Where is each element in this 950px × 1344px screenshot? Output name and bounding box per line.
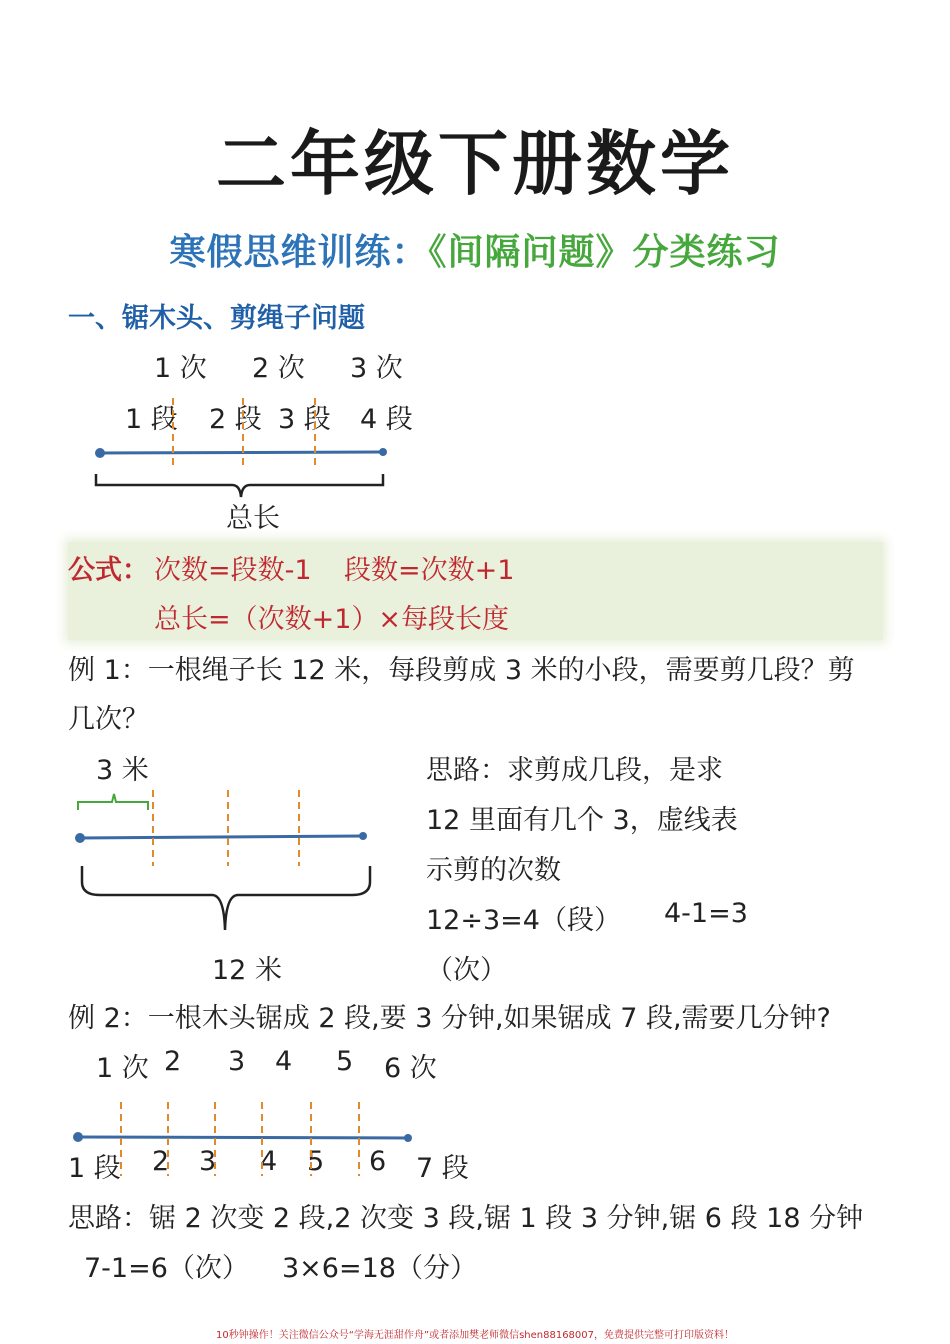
formula-line1b: 段数=次数+1 (344, 555, 515, 586)
footer-note: 10秒钟操作！关注微信公众号“学海无涯甜作舟”或者添加樊老师微信shen88168007，免费提供完整可打印版资料！ (215, 1330, 735, 1341)
example1-calc-3: （次） (426, 955, 507, 986)
example1-calc-2: 4-1=3 (664, 898, 748, 929)
ex2-cut-label-4: 4 (275, 1046, 293, 1077)
ex2-segment-label-6: 6 (369, 1146, 387, 1177)
subtitle-part1: 寒假思维训练： (169, 232, 429, 273)
diagram2-segment-brace (78, 794, 148, 810)
ex2-segment-label-2: 2 (152, 1146, 170, 1177)
diagram3 (73, 1102, 412, 1176)
section-heading: 一、锯木头、剪绳子问题 (68, 303, 365, 334)
page-title: 二年级下册数学 (216, 123, 734, 205)
cut-label-3: 3 次 (350, 353, 403, 384)
subtitle-part2: 《间隔问题》分类练习 (428, 232, 781, 273)
example1-question-line1: 例 1：一根绳子长 12 米，每段剪成 3 米的小段，需要剪几段？剪 (68, 655, 855, 686)
ex2-cut-label-5: 5 (336, 1046, 354, 1077)
segment-label-3: 3 段 (278, 404, 331, 435)
example1-calc-1: 12÷3=4（段） (426, 905, 621, 936)
example1-question-line2: 几次？ (68, 704, 149, 735)
ex2-segment-label-7: 7 段 (416, 1153, 469, 1184)
ex2-cut-label-2: 2 (164, 1046, 182, 1077)
formula-label: 公式： (68, 555, 149, 586)
diagram2-total-brace (82, 866, 370, 930)
ex2-segment-label-1: 1 段 (68, 1153, 121, 1184)
cut-label-1: 1 次 (154, 353, 207, 384)
example1-reasoning-2: 12 里面有几个 3，虚线表 (426, 805, 738, 836)
example2-question: 例 2：一根木头锯成 2 段,要 3 分钟,如果锯成 7 段,需要几分钟? (68, 1003, 831, 1034)
diagram3-start-point (73, 1132, 83, 1142)
example1-segment-label: 3 米 (96, 755, 149, 786)
example1-reasoning-3: 示剪的次数 (426, 855, 561, 886)
total-length-label: 总长 (226, 503, 280, 534)
example1-reasoning-1: 思路：求剪成几段，是求 (426, 755, 723, 786)
diagram2-line (80, 836, 363, 838)
diagram3-end-point (404, 1134, 412, 1142)
formula-line2: 总长=（次数+1）×每段长度 (154, 604, 510, 635)
ex2-segment-label-3: 3 (199, 1146, 217, 1177)
diagram1-end-point (379, 448, 387, 456)
diagram1-line (100, 452, 383, 453)
segment-label-2: 2 段 (209, 404, 262, 435)
diagram2-start-point (75, 833, 85, 843)
diagram1-start-point (95, 448, 105, 458)
ex2-segment-label-4: 4 (260, 1146, 278, 1177)
segment-label-4: 4 段 (360, 404, 413, 435)
example2-calc-2: 3×6=18（分） (282, 1253, 477, 1284)
diagram1-total-brace (96, 474, 383, 497)
example2-reasoning: 思路：锯 2 次变 2 段,2 次变 3 段,锯 1 段 3 分钟,锯 6 段 18 分钟 (68, 1203, 864, 1234)
diagram2-end-point (359, 832, 367, 840)
ex2-cut-label-1: 1 次 (96, 1053, 149, 1084)
diagram1 (95, 398, 387, 497)
ex2-segment-label-5: 5 (307, 1146, 325, 1177)
example1-total-label: 12 米 (212, 955, 282, 986)
formula-line1: 次数=段数-1 (154, 555, 312, 586)
cut-label-2: 2 次 (252, 353, 305, 384)
ex2-cut-label-3: 3 (228, 1046, 246, 1077)
diagram3-line (78, 1137, 408, 1138)
diagram2 (75, 790, 370, 930)
example2-calc-1: 7-1=6（次） (84, 1253, 249, 1284)
segment-label-1: 1 段 (125, 404, 178, 435)
ex2-cut-label-6: 6 次 (384, 1053, 437, 1084)
